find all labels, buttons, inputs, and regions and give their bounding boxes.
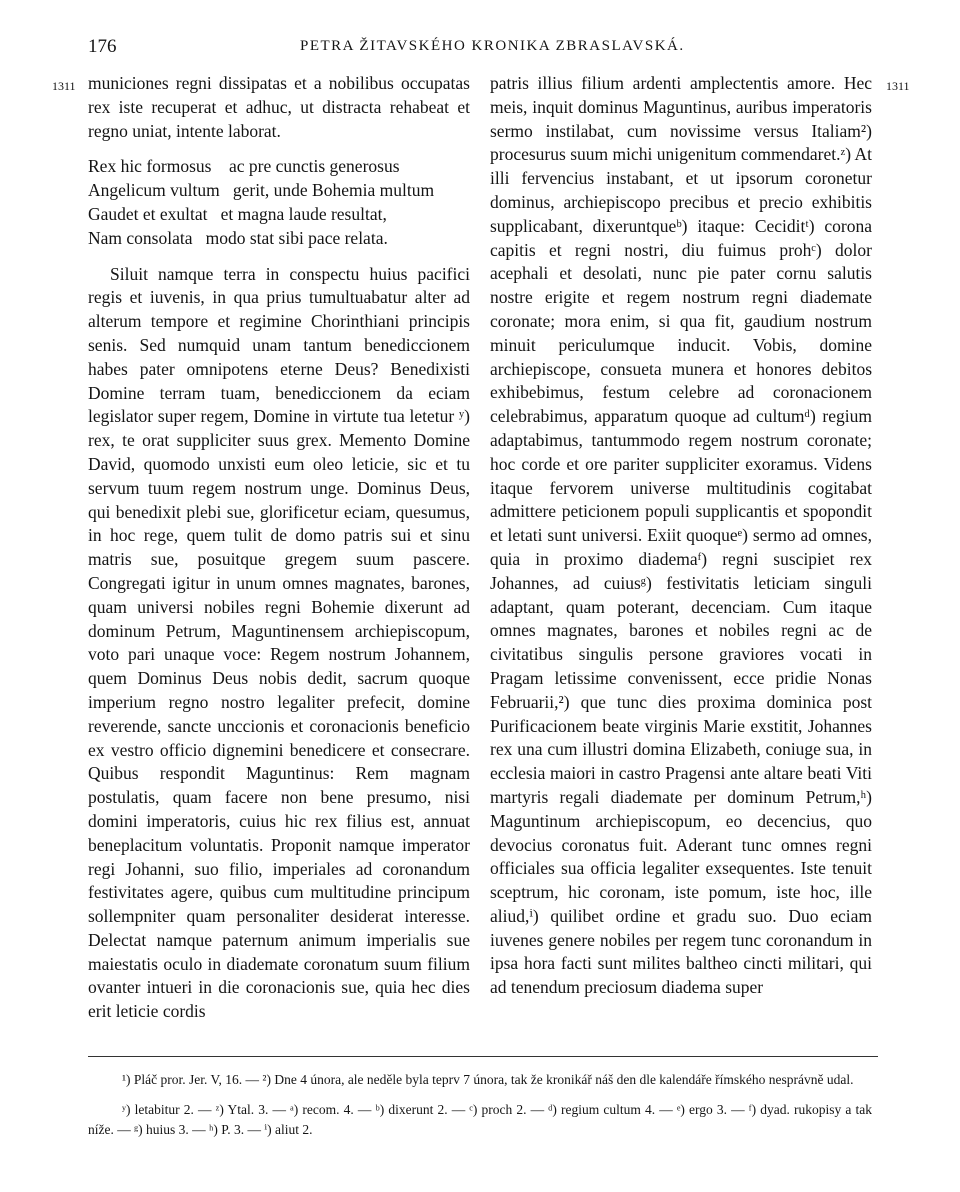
right-column <box>490 72 872 1000</box>
verse-line-4: Nam consolata modo stat sibi pace relata. <box>88 227 388 248</box>
footnote-rule <box>88 1056 878 1057</box>
left-paragraph-2: Siluit namque terra in conspectu huius pacifici regis et iuvenis, in qua prius tumultuabatur alter ad alterum tempore et regimine Chorinthiani principis senis. Sed numquid unam tantum benediccionem habes pater omnipotens eterne Deus? Benedixisti Domine terram tuam, benediccionem da eciam legislator super regem, Domine in virtute tua letetur ʸ) rex, te orat suppliciter suus grex. Memento Domine David, quomodo unxisti eum oleo leticie, sic et tu servum tuum regem nostrum unge. Dominus Deus, qui benedixit plebi sue, glorificetur eciam, quesumus, in hoc rege, quem tulit de domo patris sui et sinu matris sue, posuitque gregem suum pascere. Congregati igitur in unum omnes magnates, barones, quam universi nobiles regni Bohemie dixerunt ad dominum Petrum, Maguntinensem archiepiscopum, voto pari unaque voce: Regem nostrum Johannem, quem Dominus Deus nobis dedit, sacrum quoque imperium regno nostro legaliter prefecit, domine reverende, sancte unccionis et coronacionis beneficio ex vestro officio dignemini benedicere et consecrare. Quibus respondit Maguntinus: Rem magnam postulatis, quam facere non bene presumo, nisi domini imperatoris, cuius hic rex filius est, annuat beneplacitum voluntatis. Proponit namque imperator regi Johanni, suo filio, imperiales ad coronandum festivitates agere, quibus cum multitudine principum sollempniter quam personaliter desiderat interesse. Delectat namque paternum animum imperialis sue maiestatis oculo in diademate coronatum suum filium ovanter intueri in die coronacionis sue, quia hec dies erit leticie cordis <box>88 263 470 1022</box>
left-paragraph-1: municiones regni dissipatas et a nobilibus occupatas rex iste recuperat et adhuc, ut distracta rehabeat et regno uniat, intente laborat. <box>88 73 470 141</box>
verse-line-1: Rex hic formosus ac pre cunctis generosus <box>88 156 400 177</box>
page-number: 176 <box>88 36 117 57</box>
margin-year-right: 1311 <box>886 79 910 93</box>
verse-block <box>88 155 470 250</box>
verse-line-2: Angelicum vultum gerit, unde Bohemia multum <box>88 180 435 201</box>
running-head: PETRA ŽITAVSKÉHO KRONIKA ZBRASLAVSKÁ. <box>300 38 685 54</box>
page-header <box>0 26 960 66</box>
footnote-editorial: ¹) Pláč pror. Jer. V, 16. — ²) Dne 4 února, ale neděle byla teprv 7 února, tak že kronikář náš den dle kalendáře římského nesprávně udal. <box>122 1072 854 1087</box>
right-paragraph-1: patris illius filium ardenti amplectentis amore. Hec meis, inquit dominus Maguntinus, auribus imperatoris sermo instilabat, cum novissime versus Italiam²) procesurus suum michi unigenitum commendaret.ᶻ) At illi fervencius instabant, et ut ipsorum coronetur dominus, archiepiscopo precibus et precio exhibitis supplicabant, dixeruntqueᵇ) itaque: Ceciditᵗ) corona capitis et regni nostri, diu fuimus prohᶜ) dolor acephali et desolati, nunc pie pater cornu salutis nostre erigite et regem nostrum regni diademate coronate; mora enim, si qua fit, gaudium nostrum minuit periculumque inducit. Vobis, domine archiepiscope, consueta munera et honores debitos exhibebimus, festum celebre ad coronacionem celebrabimus, apparatum quoque ad cultumᵈ) regium adaptabimus, tantummodo regem nostrum coronate; hoc corde et ore pariter suppliciter exoramus. Videns itaque fervorem universe multitudinis cogitabat admittere peticionem populi supplicantis et spopondit et letati sunt universi. Exiit quoqueᵉ) sermo ad omnes, quia in proximo diademaᶠ) regni suscipiet rex Johannes, ad cuiusᵍ) festivitatis leticiam singuli adaptant, quam poterant, decenciam. Cum itaque omnes magnates, barones et nobiles regni ac de civitatibus singulis persone graviores vocati in Pragam letissime convenissent, ecce pridie Nonas Februarii,²) que tunc dies proxima dominica post Purificacionem beate virginis Marie exstitit, Johannes rex una cum illustri domina Elizabeth, coniuge sua, in ecclesia maiori in castro Pragensi ante altare beati Viti martyris regali diademate per dominum Petrum,ʰ) Maguntinum archiepiscopum, eo decencius, quo devocius coronatus fuit. Aderant tunc omnes regni officiales sua officia legaliter exsequentes. Iste tenuit sceptrum, hic coronam, iste pomum, iste hoc, ille aliud,ⁱ) quilibet ordine et gradu suo. Duo eciam iuvenes genere nobiles per regem tunc coronandum in ipsa hora facti sunt milites baltheo cincti militari, qui ad tenendum preciosum diadema super <box>490 73 872 998</box>
footnotes <box>88 1070 872 1150</box>
margin-year-left: 1311 <box>52 79 76 93</box>
left-column <box>88 72 470 1024</box>
verse-line-3: Gaudet et exultat et magna laude resultat, <box>88 203 387 224</box>
footnote-variants: ʸ) letabitur 2. — ᶻ) Ytal. 3. — ᵃ) recom. 4. — ᵇ) dixerunt 2. — ᶜ) proch 2. — ᵈ) regium cultum 4. — ᵉ) ergo 3. — ᶠ) dyad. rukopisy a tak níže. — ᵍ) huius 3. — ʰ) P. 3. — ⁱ) aliut 2. <box>88 1102 872 1137</box>
